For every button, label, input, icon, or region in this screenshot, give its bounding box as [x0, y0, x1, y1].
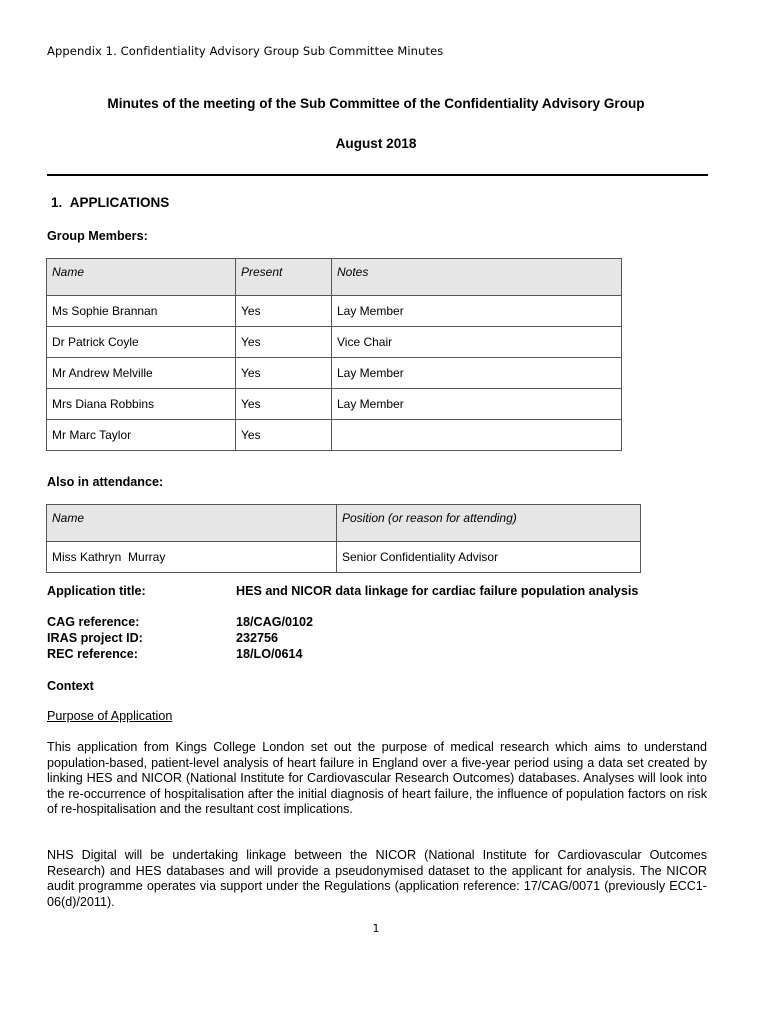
- iras-project-id-label: IRAS project ID:: [47, 631, 143, 645]
- member-present: Yes: [236, 327, 332, 358]
- member-present: Yes: [236, 420, 332, 451]
- attendance-label: Also in attendance:: [47, 475, 164, 489]
- cag-reference-label: CAG reference:: [47, 615, 140, 629]
- member-name: Mrs Diana Robbins: [47, 389, 236, 420]
- member-name: Dr Patrick Coyle: [47, 327, 236, 358]
- paragraph-linkage: NHS Digital will be undertaking linkage between the NICOR (National Institute for Cardiovascular Outcomes Research) and HES databases and will provide a pseudonymised dataset to the applicant for analysis. The NICOR audit programme operates via support under the Regulations (application reference: 17/CAG/0071 (previously ECC1-06(d)/2011).: [47, 848, 707, 909]
- page-header: Appendix 1. Confidentiality Advisory Group Sub Committee Minutes: [47, 44, 444, 58]
- attendance-table: [46, 504, 641, 573]
- page-number: 1: [372, 922, 380, 935]
- column-header: Name: [47, 259, 236, 296]
- column-header: Present: [236, 259, 332, 296]
- attendee-position: Senior Confidentiality Advisor: [337, 542, 641, 573]
- table-row: [47, 327, 622, 358]
- table-row: [47, 296, 622, 327]
- member-notes: Lay Member: [332, 296, 622, 327]
- document-title: Minutes of the meeting of the Sub Committee of the Confidentiality Advisory Group: [107, 96, 645, 111]
- member-name: Ms Sophie Brannan: [47, 296, 236, 327]
- column-header: Position (or reason for attending): [337, 505, 641, 542]
- rec-reference-label: REC reference:: [47, 647, 138, 661]
- rec-reference-value: 18/LO/0614: [236, 647, 303, 661]
- table-row: [47, 358, 622, 389]
- member-name: Mr Marc Taylor: [47, 420, 236, 451]
- paragraph-purpose: This application from Kings College London set out the purpose of medical research which aims to understand population-based, patient-level analysis of heart failure in England over a five-year period using a data set created by linking HES and NICOR (National Institute for Cardiovascular Research Outcomes) databases. Analyses will look into the re-occurrence of hospitalisation after the initial diagnosis of heart failure, the influence of population factors on risk of re-hospitalisation and the resultant cost implications.: [47, 740, 707, 816]
- table-header-row: [47, 505, 641, 542]
- iras-project-id-value: 232756: [236, 631, 279, 645]
- column-header: Name: [47, 505, 337, 542]
- table-row: [47, 420, 622, 451]
- application-title-value: HES and NICOR data linkage for cardiac failure population analysis: [236, 584, 639, 598]
- member-present: Yes: [236, 296, 332, 327]
- member-name: Mr Andrew Melville: [47, 358, 236, 389]
- table-row: [47, 389, 622, 420]
- table-row: [47, 542, 641, 573]
- group-members-label: Group Members:: [47, 229, 148, 243]
- context-heading: Context: [47, 679, 94, 693]
- section-heading-applications: 1. APPLICATIONS: [51, 195, 170, 210]
- member-notes: Vice Chair: [332, 327, 622, 358]
- title-divider: [47, 174, 708, 176]
- member-notes: Lay Member: [332, 389, 622, 420]
- member-notes: Lay Member: [332, 358, 622, 389]
- member-present: Yes: [236, 389, 332, 420]
- table-header-row: [47, 259, 622, 296]
- column-header: Notes: [332, 259, 622, 296]
- application-title-label: Application title:: [47, 584, 146, 598]
- group-members-table: [46, 258, 622, 451]
- cag-reference-value: 18/CAG/0102: [236, 615, 314, 629]
- attendee-name: Miss Kathryn Murray: [47, 542, 337, 573]
- purpose-heading: Purpose of Application: [47, 709, 173, 723]
- member-present: Yes: [236, 358, 332, 389]
- member-notes: [332, 420, 622, 451]
- document-date: August 2018: [335, 136, 417, 151]
